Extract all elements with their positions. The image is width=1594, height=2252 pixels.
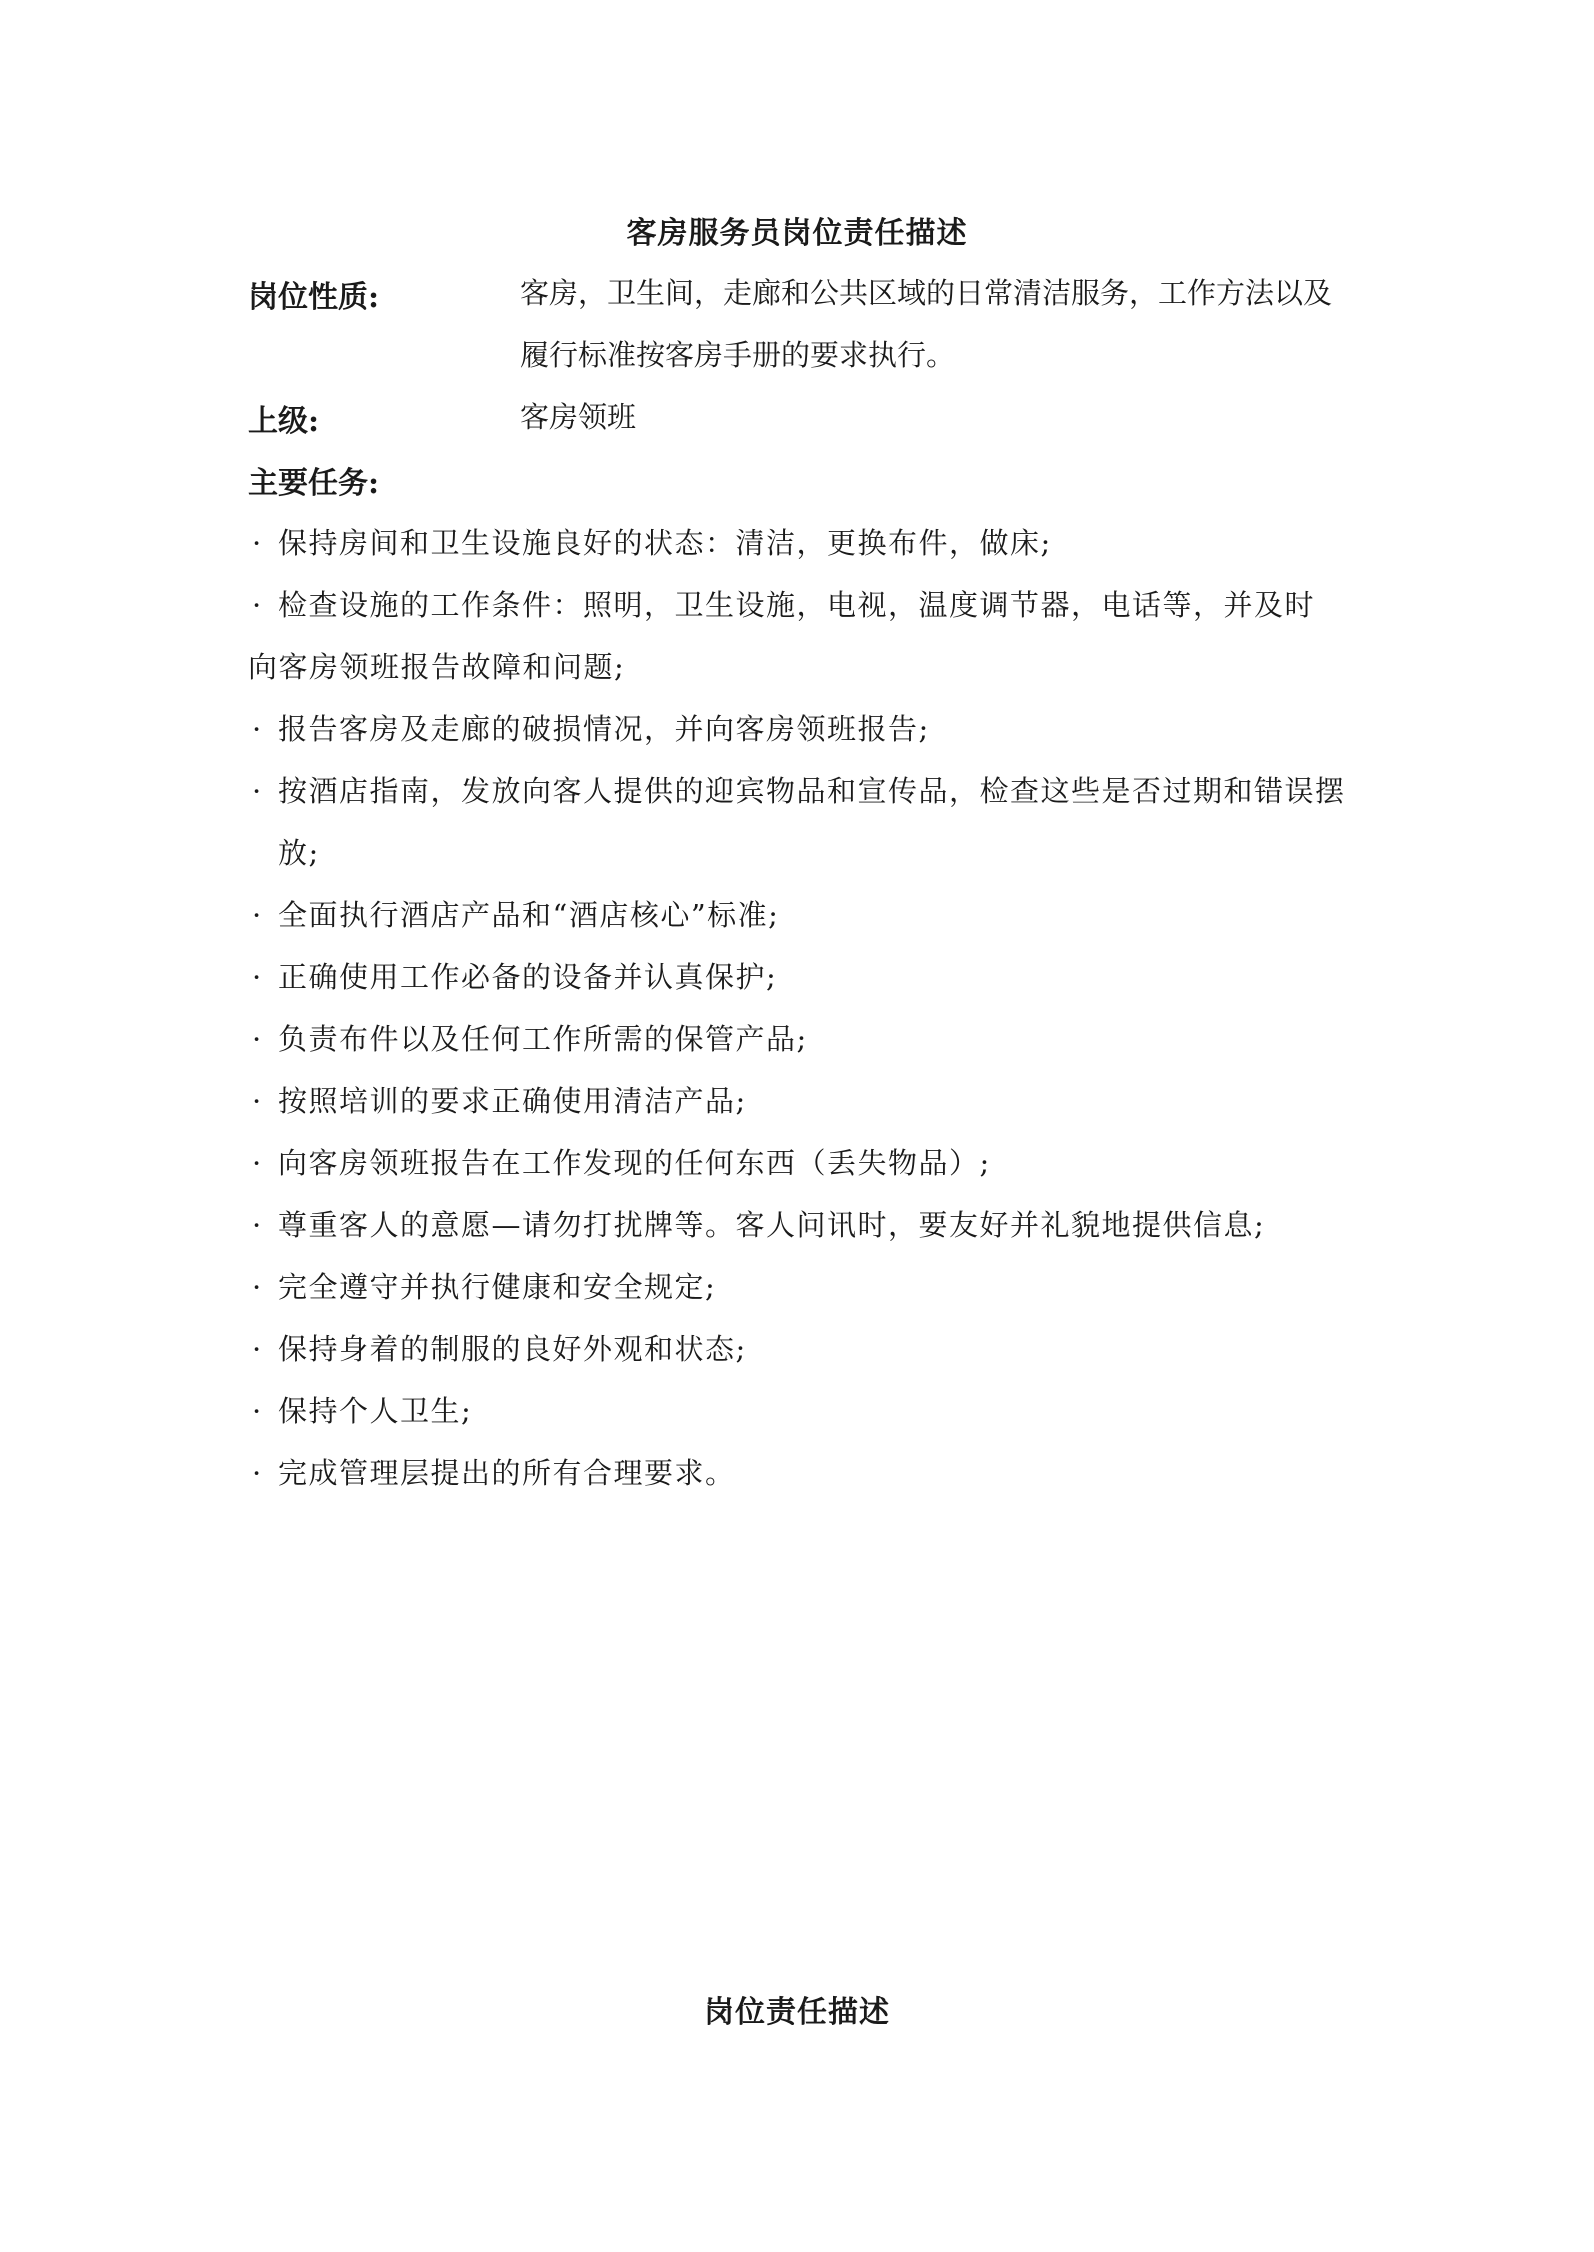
task-item	[248, 574, 1358, 636]
bullet-icon: ·	[252, 588, 263, 622]
task-text: 保持身着的制服的良好外观和状态;	[278, 1332, 747, 1366]
field-value-superior: 客房领班	[520, 400, 637, 434]
task-item	[248, 1132, 1358, 1194]
task-item-continuation	[248, 636, 1358, 698]
bullet-icon: ·	[252, 712, 263, 746]
bullet-icon: ·	[252, 1146, 263, 1180]
task-item	[248, 1256, 1358, 1318]
task-text: 完全遵守并执行健康和安全规定;	[278, 1270, 717, 1304]
task-item	[248, 1194, 1358, 1256]
bullet-icon: ·	[252, 1270, 263, 1304]
task-text: 向客房领班报告故障和问题;	[248, 650, 626, 684]
task-text: 向客房领班报告在工作发现的任何东西（丢失物品）;	[278, 1146, 991, 1180]
field-value-nature: 客房，卫生间，走廊和公共区域的日常清洁服务，工作方法以及履行标准按客房手册的要求执行。	[520, 276, 1333, 372]
task-text: 检查设施的工作条件：照明，卫生设施，电视，温度调节器，电话等，并及时	[278, 588, 1316, 622]
bullet-icon: ·	[252, 1022, 263, 1056]
task-item	[248, 884, 1358, 946]
tasks-heading: 主要任务:	[248, 466, 380, 501]
task-item	[248, 1318, 1358, 1380]
bullet-icon: ·	[252, 1208, 263, 1242]
task-text: 按酒店指南，发放向客人提供的迎宾物品和宣传品，检查这些是否过期和错误摆放;	[278, 774, 1346, 870]
task-item	[248, 946, 1358, 1008]
bullet-icon: ·	[252, 898, 263, 932]
bullet-icon: ·	[252, 526, 263, 560]
field-label-nature: 岗位性质:	[248, 280, 380, 315]
task-item	[248, 1442, 1358, 1504]
task-item	[248, 698, 1358, 760]
footer-title: 岗位责任描述	[704, 1995, 890, 2030]
task-text: 按照培训的要求正确使用清洁产品;	[278, 1084, 747, 1118]
task-item	[248, 1380, 1358, 1442]
bullet-icon: ·	[252, 1456, 263, 1490]
task-text: 保持个人卫生;	[278, 1394, 473, 1428]
task-item	[248, 1070, 1358, 1132]
task-text: 负责布件以及任何工作所需的保管产品;	[278, 1022, 808, 1056]
task-item	[248, 760, 1358, 884]
bullet-icon: ·	[252, 774, 263, 808]
bullet-icon: ·	[252, 1394, 263, 1428]
bullet-icon: ·	[252, 1084, 263, 1118]
task-text: 尊重客人的意愿—请勿打扰牌等。客人问讯时，要友好并礼貌地提供信息;	[278, 1208, 1266, 1242]
page-title: 客房服务员岗位责任描述	[626, 216, 968, 251]
task-text: 保持房间和卫生设施良好的状态：清洁，更换布件，做床;	[278, 526, 1052, 560]
task-text: 正确使用工作必备的设备并认真保护;	[278, 960, 778, 994]
bullet-icon: ·	[252, 960, 263, 994]
field-label-superior: 上级:	[248, 404, 320, 439]
task-list	[248, 512, 1358, 1504]
task-item	[248, 1008, 1358, 1070]
task-text: 全面执行酒店产品和“酒店核心”标准;	[278, 898, 780, 932]
task-text: 报告客房及走廊的破损情况，并向客房领班报告;	[278, 712, 930, 746]
task-text: 完成管理层提出的所有合理要求。	[278, 1456, 736, 1490]
task-item	[248, 512, 1358, 574]
bullet-icon: ·	[252, 1332, 263, 1366]
